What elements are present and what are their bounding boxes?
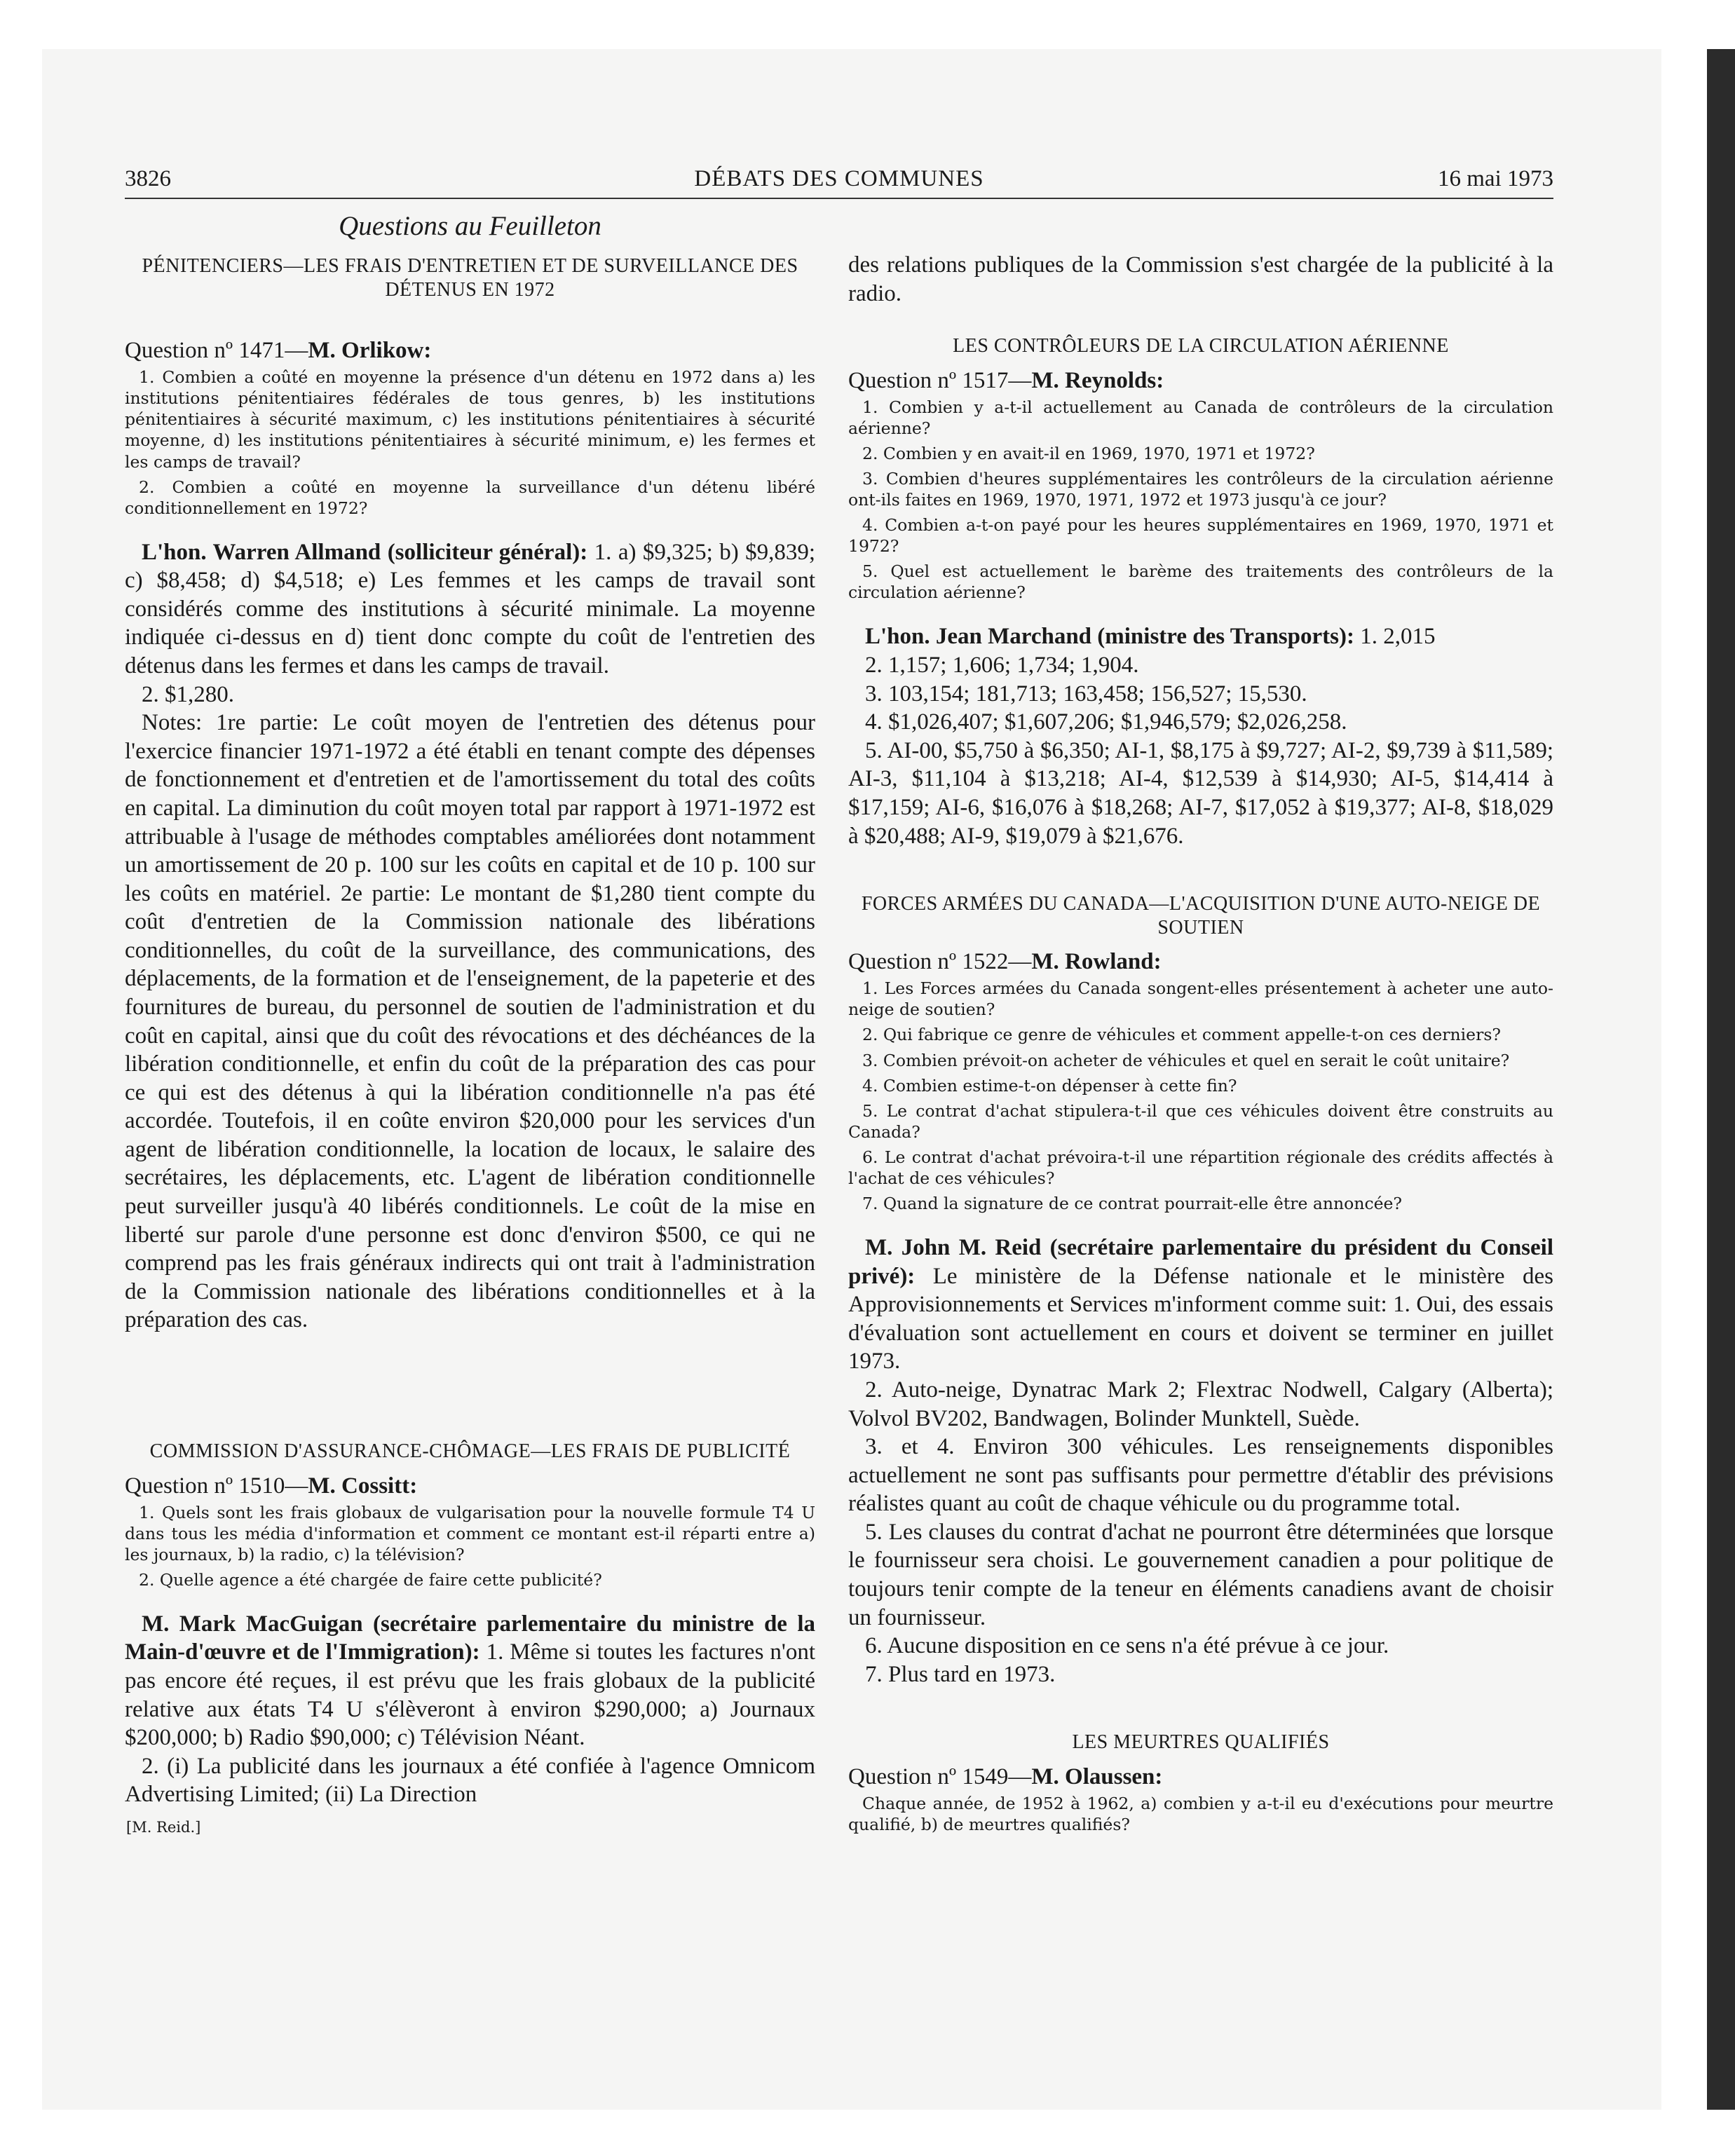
q1510-heading: COMMISSION D'ASSURANCE-CHÔMAGE—LES FRAIS DE PUBLICITÉ	[149, 1440, 791, 1462]
q1517-asker: M. Reynolds:	[1031, 367, 1164, 393]
q1517-question-1: 1. Combien y a-t-il actuellement au Canada de contrôleurs de la circulation aérienne?	[848, 397, 1553, 438]
section-title: Questions au Feuilleton	[339, 211, 601, 241]
q1549-label: Question nº 1549—	[848, 1763, 1032, 1789]
q1522-heading: FORCES ARMÉES DU CANADA—L'ACQUISITION D'UNE AUTO-NEIGE DE SOUTIEN	[861, 893, 1541, 939]
q1517-answer-1-text: 1. 2,015	[1360, 624, 1436, 650]
q1510-label: Question nº 1510—	[125, 1473, 308, 1499]
left-column	[125, 210, 815, 1836]
q1517-question-line	[848, 368, 1553, 394]
q1522-question-7: 7. Quand la signature de ce contrat pourrait-elle être annoncée?	[862, 1193, 1403, 1213]
q1522-answer-5: 5. Les clauses du contrat d'achat ne pourront être déterminées que lorsque le fournisseur sera choisi. Le gouvernement canadien a pour politique de toujours tenir compte de la teneur en éléments canadiens avant de choisir un fournisseur.	[848, 1519, 1553, 1630]
q1517-question-3: 3. Combien d'heures supplémentaires les contrôleurs de la circulation aérienne ont-ils faites en 1969, 1970, 1971, 1972 et 1973 jusqu'à ce jour?	[848, 468, 1553, 510]
q1471-speaker: L'hon. Warren Allmand (solliciteur général):	[142, 539, 588, 565]
q1549-question-line	[848, 1764, 1553, 1790]
publication-title: DÉBATS DES COMMUNES	[694, 166, 984, 191]
q1510-answer-1	[125, 1610, 815, 1752]
q1522-question-4: 4. Combien estime-t-on dépenser à cette fin?	[862, 1075, 1237, 1096]
q1522-question-line	[848, 949, 1553, 975]
q1471-answer-2: 2. $1,280.	[142, 681, 234, 707]
q1517-question-5: 5. Quel est actuellement le barème des traitements des contrôleurs de la circulation aérienne?	[848, 561, 1553, 603]
right-column	[848, 210, 1553, 1839]
q1522-answer-1	[848, 1234, 1553, 1376]
q1522-question-1: 1. Les Forces armées du Canada songent-elles présentement à acheter une auto-neige de soutien?	[848, 978, 1553, 1020]
q1549-question-1: Chaque année, de 1952 à 1962, a) combien y a-t-il eu d'exécutions pour meurtre qualifié, b) de meurtres qualifiés?	[848, 1793, 1553, 1834]
speaker-reference: [M. Reid.]	[126, 1818, 201, 1836]
q1471-question-2: 2. Combien a coûté en moyenne la surveillance d'un détenu libéré conditionnellement en 1972?	[125, 477, 815, 518]
q1522-asker: M. Rowland:	[1031, 949, 1162, 975]
q1517-answer-1	[848, 622, 1553, 651]
q1522-answer-2: 2. Auto-neige, Dynatrac Mark 2; Flextrac Nodwell, Calgary (Alberta); Volvol BV202, Bandwagen, Bolinder Munktell, Suède.	[848, 1377, 1553, 1431]
q1510-speaker: M. Mark MacGuigan (secrétaire parlementaire du ministre de la Main-d'œuvre et de l'Immigration):	[125, 1611, 815, 1665]
q1510-question-2: 2. Quelle agence a été chargée de faire cette publicité?	[139, 1569, 602, 1590]
q1517-answer-5: 5. AI-00, $5,750 à $6,350; AI-1, $8,175 à $9,727; AI-2, $9,739 à $11,589; AI-3, $11,104 à $13,218; AI-4, $12,539 à $14,930; AI-5, $14,414 à $17,159; AI-6, $16,076 à $18,268; AI-7, $17,052 à $19,377; AI-8, $18,029 à $20,488; AI-9, $19,079 à $21,676.	[848, 737, 1553, 849]
q1471-heading: PÉNITENCIERS—LES FRAIS D'ENTRETIEN ET DE SURVEILLANCE DES DÉTENUS EN 1972	[142, 255, 798, 301]
page-number: 3826	[125, 166, 171, 191]
q1510-answer-2: 2. (i) La publicité dans les journaux a été confiée à l'agence Omnicom Advertising Limited; (ii) La Direction	[125, 1753, 815, 1808]
q1522-speaker: M. John M. Reid (secrétaire parlementaire du président du Conseil privé):	[848, 1235, 1553, 1289]
q1517-answer-3: 3. 103,154; 181,713; 163,458; 156,527; 15,530.	[865, 681, 1307, 707]
q1522-label: Question nº 1522—	[848, 949, 1032, 975]
q1549-asker: M. Olaussen:	[1031, 1763, 1163, 1789]
publication-date: 16 mai 1973	[1438, 166, 1553, 191]
running-header	[125, 158, 1553, 199]
q1510-question-1: 1. Quels sont les frais globaux de vulgarisation pour la nouvelle formule T4 U dans tous les média d'information et comment ce montant est-il réparti entre a) les journaux, b) la radio, c) la télévision?	[125, 1502, 815, 1564]
q1517-answer-4: 4. $1,026,407; $1,607,206; $1,946,579; $2,026,258.	[865, 709, 1347, 735]
q1471-notes: Notes: 1re partie: Le coût moyen de l'entretien des détenus pour l'exercice financier 1971-1972 a été établi en tenant compte des dépenses de fonctionnement et d'entretien et de l'amortissement du total des coûts en capital. La diminution du coût moyen total par rapport à 1971-1972 est attribuable à l'usage de méthodes comptables améliorées dont notamment un amortissement de 20 p. 100 sur les coûts en capital et de 10 p. 100 sur les coûts en matériel. 2e partie: Le montant de $1,280 tient compte du coût d'entretien de la Commission nationale des libérations conditionnelles, du coût de la surveillance, des communications, des déplacements, de la formation et de l'enseignement, de la papeterie et des fournitures de bureau, du personnel de soutien de l'administration et du coût en capital, ainsi que du coût des révocations et des déchéances de la libération conditionnelle, et enfin du coût de la préparation des cas pour ce qui est des détenus à qui la libération conditionnelle n'a pas été accordée. Toutefois, il en coûte environ $20,000 pour les services d'un agent de libération conditionnelle, la location de locaux, le salaire des secrétaires, les déplacements, etc. L'agent de libération conditionnelle peut surveiller jusqu'à 40 libérés conditionnels. Le coût de la mise en liberté sur parole d'une personne est donc d'environ $500, ce qui ne comprend pas les frais généraux indirects qui ont trait à l'administration de la Commission nationale des libérations conditionnelles et à la préparation des cas.	[125, 710, 815, 1333]
q1471-answer-1-text: 1. a) $9,325; b) $9,839; c) $8,458; d) $4,518; e) Les femmes et les camps de travail sont considérés comme des institutions à sécurité minimale. La moyenne indiquée ci-dessus en d) tient donc compte du coût de l'entretien des détenus dans les fermes et dans les camps de travail.	[125, 539, 816, 679]
q1522-question-5: 5. Le contrat d'achat stipulera-t-il que ces véhicules doivent être construits au Canada?	[848, 1100, 1553, 1142]
q1471-asker: M. Orlikow:	[308, 338, 432, 364]
q1517-speaker: L'hon. Jean Marchand (ministre des Transports):	[865, 624, 1354, 650]
q1471-question-line	[125, 338, 815, 364]
q1522-answer-1-text: Le ministère de la Défense nationale et le ministère des Approvisionnements et Services m'informent comme suit: 1. Oui, des essais d'évaluation sont actuellement en cours et doivent se terminer en juillet 1973.	[848, 1263, 1553, 1374]
q1522-answer-7: 7. Plus tard en 1973.	[865, 1661, 1056, 1687]
q1510-question-line	[125, 1473, 815, 1499]
q1517-question-2: 2. Combien y en avait-il en 1969, 1970, 1971 et 1972?	[862, 443, 1315, 463]
q1522-question-3: 3. Combien prévoit-on acheter de véhicules et quel en serait le coût unitaire?	[862, 1050, 1510, 1070]
scan-edge-shadow	[1707, 49, 1735, 2110]
continuation-text: des relations publiques de la Commission s'est chargée de la publicité à la radio.	[848, 252, 1553, 306]
q1517-heading: LES CONTRÔLEURS DE LA CIRCULATION AÉRIENNE	[953, 335, 1449, 357]
q1517-answer-2: 2. 1,157; 1,606; 1,734; 1,904.	[865, 653, 1139, 678]
q1522-answer-3: 3. et 4. Environ 300 véhicules. Les renseignements disponibles actuellement ne sont pas suffisants pour permettre d'établir des prévisions réalistes quant au coût de chaque véhicule ou du programme total.	[848, 1434, 1553, 1517]
q1517-label: Question nº 1517—	[848, 367, 1032, 393]
q1471-answer-1	[125, 538, 815, 681]
q1510-answer-1-text: 1. Même si toutes les factures n'ont pas encore été reçues, il est prévu que les frais globaux de la publicité relative aux états T4 U s'élèveront à environ $290,000; a) Journaux $200,000; b) Radio $90,000; c) Télévision Néant.	[125, 1639, 816, 1751]
q1522-question-2: 2. Qui fabrique ce genre de véhicules et comment appelle-t-on ces derniers?	[862, 1025, 1501, 1045]
q1522-answer-6: 6. Aucune disposition en ce sens n'a été prévue à ce jour.	[865, 1633, 1389, 1659]
q1522-question-6: 6. Le contrat d'achat prévoira-t-il une répartition régionale des crédits affectés à l'achat de ces véhicules?	[848, 1147, 1553, 1188]
q1517-question-4: 4. Combien a-t-on payé pour les heures supplémentaires en 1969, 1970, 1971 et 1972?	[848, 515, 1553, 557]
q1510-asker: M. Cossitt:	[308, 1473, 418, 1499]
q1549-heading: LES MEURTRES QUALIFIÉS	[1072, 1731, 1330, 1754]
q1471-label: Question nº 1471—	[125, 338, 308, 364]
q1471-question-1: 1. Combien a coûté en moyenne la présence d'un détenu en 1972 dans a) les institutions pénitentiaires fédérales de tous genres, b) les institutions pénitentiaires à sécurité maximum, c) les institutions pénitentiaires à sécurité moyenne, d) les institutions pénitentiaires à sécurité minimum, e) les fermes et les camps de travail?	[125, 367, 815, 472]
